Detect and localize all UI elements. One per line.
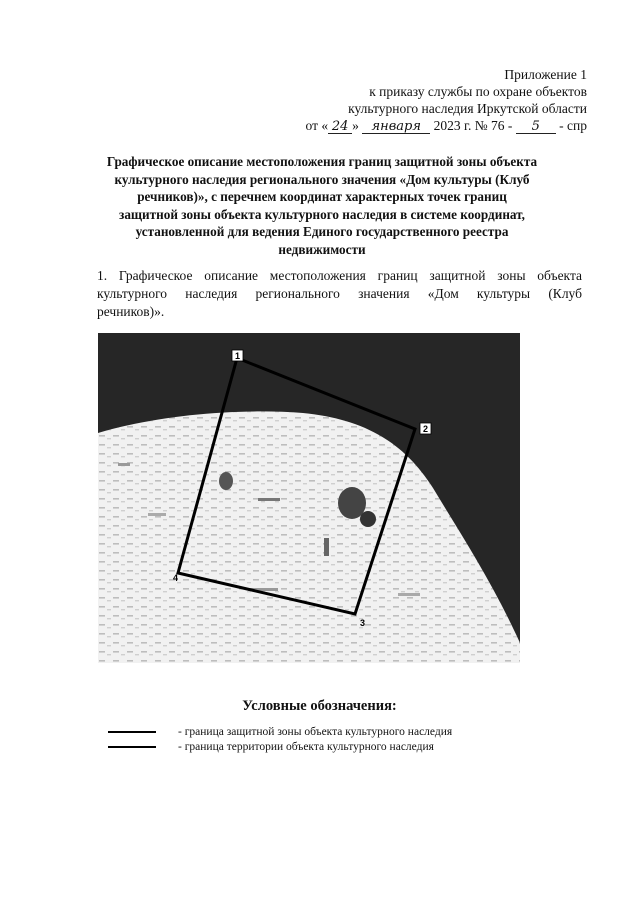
appendix-header [306,66,587,134]
point-label: 2 [422,424,429,434]
order-date-line: от « 24 » января 2023 г. № 76 - 5 - спр [305,118,587,134]
title-line: недвижимости [278,241,366,257]
legend-item-zone [108,726,452,738]
title-line: Графическое описание местоположения границ защитной зоны объекта [106,154,538,169]
legend-label: - граница защитной зоны объекта культурного наследия [178,726,453,738]
boundary-map [98,333,520,663]
order-line-3: культурного наследия Иркутской области [348,101,587,116]
paragraph-line: культурного наследия регионального значения «Дом культуры (Клуб [97,286,582,301]
document-title [96,153,548,258]
legend-label: - граница территории объекта культурного наследия [178,741,434,753]
handwritten-day: 24 [328,120,352,134]
legend-item-territory [108,741,434,753]
point-1-marker [232,350,243,361]
point-2-marker [420,423,431,434]
title-line: установленной для ведения Единого государственного реестра [135,224,509,239]
title-line: защитной зоны объекта культурного наследия в системе координат, [119,206,525,222]
legend-title: Условные обозначения: [242,698,397,714]
order-line-2: к приказу службы по охране объектов [369,84,587,99]
paragraph-line: 1. Графическое описание местоположения границ защитной зоны объекта [97,268,582,283]
point-4-label: 4 [173,573,179,583]
handwritten-month: января [362,120,430,134]
section-paragraph [97,267,582,321]
point-3-label: 3 [360,618,366,628]
appendix-label: Приложение 1 [504,67,587,82]
legend-line-territory [108,746,156,748]
title-line: речников)», с перечнем координат характерных точек границ [137,189,507,204]
legend-line-zone [108,731,156,733]
handwritten-number: 5 [516,120,556,134]
point-label: 1 [234,351,241,361]
title-line: культурного наследия регионального значения «Дом культуры (Клуб [114,171,530,187]
paragraph-line: речников)». [97,304,165,319]
